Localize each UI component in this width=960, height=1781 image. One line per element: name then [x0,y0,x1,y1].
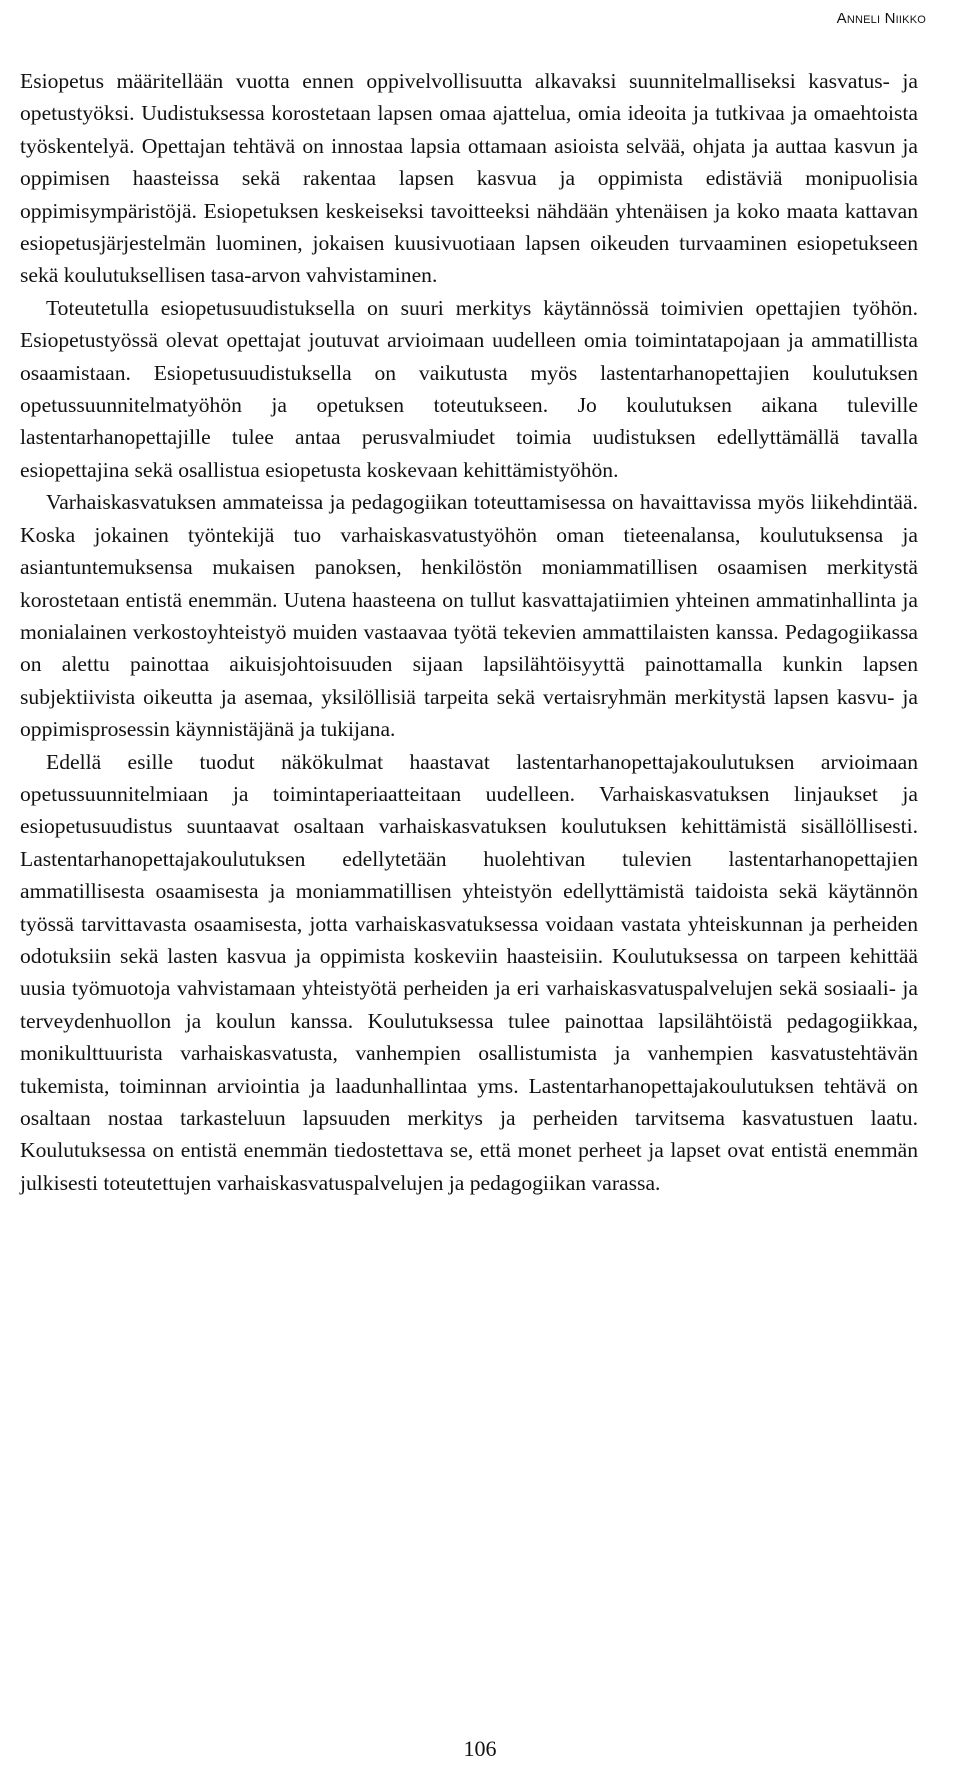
paragraph-4: Edellä esille tuodut näkökulmat haastavat lastentarhanopettajakoulutuksen arvioimaan opetussuunnitelmiaan ja toimintaperiaatteitaan uudelleen. Varhaiskasvatuksen linjaukset ja esiopetusuudistus suuntaavat osaltaan varhaiskasvatuksen koulutuksen kehittämistä sisällöllisesti. Lastentarhanopettajakoulutuksen edellytetään huolehtivan tulevien lastentarhanopettajien ammatillisesta osaamisesta ja moniammatillisen yhteistyön edellyttämistä taidoista sekä käytännön työssä tarvittavasta osaamisesta, jotta varhaiskasvatuksessa voidaan vastata yhteiskunnan ja perheiden odotuksiin sekä lasten kasvua ja oppimista koskeviin haasteisiin. Koulutuksessa on tarpeen kehittää uusia työmuotoja vahvistamaan yhteistyötä perheiden ja eri varhaiskasvatuspalvelujen sekä sosiaali- ja terveydenhuollon ja koulun kanssa. Koulutuksessa tulee painottaa lapsilähtöistä pedagogiikkaa, monikulttuurista varhaiskasvatusta, vanhempien osallistumista ja vanhempien kasvatustehtävän tukemista, toiminnan arviointia ja laadunhallintaa yms. Lastentarhanopettajakoulutuksen tehtävä on osaltaan nostaa tarkasteluun lapsuuden merkitys ja perheiden tarvitsema kasvatustuen laatu. Koulutuksessa on entistä enemmän tiedostettava se, että monet perheet ja lapset ovat entistä enemmän julkisesti toteutettujen varhaiskasvatuspalvelujen ja pedagogiikan varassa. [20,749,918,1195]
page-number: 106 [463,1736,497,1761]
paragraph-3: Varhaiskasvatuksen ammateissa ja pedagogiikan toteuttamisessa on havaittavissa myös liikehdintää. Koska jokainen työntekijä tuo varhaiskasvatustyöhön oman tieteenalansa, koulutuksensa ja asiantuntemuksensa mukaisen panoksen, henkilöstön moniammatillisen osaamisen merkitystä korostetaan entistä enemmän. Uutena haasteena on tullut kasvattajatiimien yhteinen ammatinhallinta ja monialainen verkostoyhteistyö muiden vastaavaa työtä tekevien ammattilaisten kanssa. Pedagogiikassa on alettu painottaa aikuisjohtoisuuden sijaan lapsilähtöisyyttä painottamalla kunkin lapsen subjektiivista oikeutta ja asemaa, yksilöllisiä tarpeita sekä vertaisryhmän merkitystä lapsen kasvu- ja oppimisprosessin käynnistäjänä ja tukijana. [20,490,918,742]
paragraph-2: Toteutetulla esiopetusuudistuksella on suuri merkitys käytännössä toimivien opettajien työhön. Esiopetustyössä olevat opettajat joutuvat arvioimaan uudelleen omia toimintatapojaan ja ammatillista osaamistaan. Esiopetusuudistuksella on vaikutusta myös lastentarhanopettajien koulutuksen opetussuunnitelmatyöhön ja opetuksen toteutukseen. Jo koulutuksen aikana tuleville lastentarhanopettajille tulee antaa perusvalmiudet toimia uudistuksen edellyttämällä tavalla esiopettajina sekä osallistua esiopetusta koskevaan kehittämistyöhön. [20,295,918,482]
body-text [20,65,918,1199]
paragraph-1: Esiopetus määritellään vuotta ennen oppivelvollisuutta alkavaksi suunnitelmalliseksi kasvatus- ja opetustyöksi. Uudistuksessa korostetaan lapsen omaa ajattelua, omia ideoita ja tutkivaa ja omaehtoista työskentelyä. Opettajan tehtävä on innostaa lapsia ottamaan asioista selvää, ohjata ja auttaa kasvun ja oppimisen haasteissa sekä rakentaa lapsen kasvua ja oppimista edistäviä monipuolisia oppimisympäristöjä. Esiopetuksen keskeiseksi tavoitteeksi nähdään yhtenäisen ja koko maata kattavan esiopetusjärjestelmän luominen, jokaisen kuusivuotiaan lapsen oikeuden turvaaminen esiopetukseen sekä koulutuksellisen tasa-arvon vahvistaminen. [20,69,918,288]
running-head: Anneli Niikko [836,10,926,27]
